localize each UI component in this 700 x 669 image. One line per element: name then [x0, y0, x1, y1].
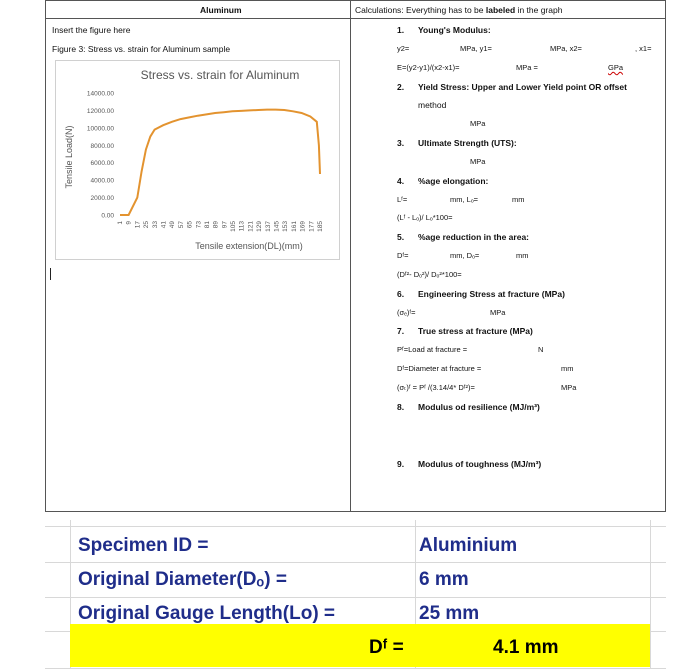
- x-tick-label: 89: [212, 221, 220, 229]
- s7-title: True stress at fracture (MPa): [418, 326, 533, 336]
- df-diam-label: Dᶠ=Diameter at fracture =: [397, 364, 482, 373]
- s3-title: Ultimate Strength (UTS):: [418, 138, 517, 148]
- mpa-x2-label: MPa, x2=: [550, 44, 582, 53]
- figure-caption[interactable]: Figure 3: Stress vs. strain for Aluminum sample: [52, 44, 231, 54]
- s2-title: Yield Stress: Upper and Lower Yield point OR offset: [418, 82, 627, 92]
- s5-num: 5.: [397, 232, 405, 242]
- s8-title: Modulus od resilience (MJ/m³): [418, 402, 540, 412]
- x-tick-label: 105: [230, 221, 238, 232]
- s3-mpa: MPa: [470, 157, 486, 166]
- x-tick-label: 41: [160, 221, 168, 229]
- x-tick-label: 153: [282, 221, 290, 232]
- x-tick-label: 113: [238, 221, 246, 232]
- grid-row-line: [45, 597, 666, 598]
- grid-row-line: [45, 562, 666, 563]
- grid-row-line: [45, 526, 666, 527]
- y-tick-label: 4000.00: [90, 177, 114, 185]
- y-tick-label: 6000.00: [90, 160, 114, 168]
- s7-mpa: MPa: [561, 383, 577, 392]
- s2-mpa: MPa: [470, 119, 486, 128]
- area-formula: (Dᶠ²- Dₒ²)/ Dₒ²*100=: [397, 270, 462, 279]
- sigma-e-label: (σₑ)ᶠ=: [397, 308, 416, 317]
- s2-method: method: [418, 100, 447, 110]
- x-tick-label: 177: [308, 221, 316, 232]
- x-tick-label: 57: [177, 221, 185, 229]
- s1-title: Young's Modulus:: [418, 25, 491, 35]
- x-tick-label: 137: [264, 221, 272, 232]
- n-unit: N: [538, 345, 544, 354]
- specimen-id-value[interactable]: Aluminium: [419, 535, 518, 556]
- original-diameter-label[interactable]: Original Diameter(Dₒ) =: [78, 569, 287, 590]
- chart-xlabel: Tensile extension(DL)(mm): [195, 241, 303, 251]
- mm-b-label: mm: [516, 251, 529, 260]
- y-tick-label: 10000.00: [86, 125, 114, 133]
- s5-title: %age reduction in the area:: [418, 232, 529, 242]
- true-formula: (σₜ)ᶠ = Pᶠ /(3.14/4* Dᶠ²)=: [397, 383, 475, 392]
- x-tick-label: 33: [151, 221, 159, 229]
- specimen-id-label[interactable]: Specimen ID =: [78, 535, 209, 556]
- x1-label: , x1=: [635, 44, 652, 53]
- s7-num: 7.: [397, 326, 405, 336]
- x-tick-label: 49: [169, 221, 177, 229]
- y-tick-label: 14000.00: [86, 90, 114, 98]
- x-tick-label: 25: [143, 221, 151, 229]
- insert-figure-text[interactable]: Insert the figure here: [52, 25, 131, 35]
- left-header: Aluminum: [200, 5, 242, 15]
- chart-ylabel: Tensile Load(N): [64, 125, 74, 189]
- chart-title: Stress vs. strain for Aluminum: [140, 68, 300, 82]
- df-label[interactable]: Dᶠ =: [369, 637, 404, 658]
- gauge-length-label[interactable]: Original Gauge Length(Lo) =: [78, 603, 336, 624]
- x-tick-label: 129: [256, 221, 264, 232]
- x-tick-label: 1: [117, 221, 124, 225]
- pf-label: Pᶠ=Load at fracture =: [397, 345, 468, 354]
- s4-num: 4.: [397, 176, 405, 186]
- s2-num: 2.: [397, 82, 405, 92]
- s9-num: 9.: [397, 459, 405, 469]
- y2-label: y2=: [397, 44, 410, 53]
- x-tick-label: 161: [290, 221, 298, 232]
- mm-do-label: mm, Dₒ=: [450, 251, 480, 260]
- x-tick-label: 65: [186, 221, 194, 229]
- calc-header: Calculations: Everything has to be labeled in the graph: [355, 5, 563, 15]
- text-cursor: [50, 268, 51, 280]
- mm-lo-label: mm, Lₒ=: [450, 195, 479, 204]
- series-line: [120, 110, 320, 215]
- gauge-length-value[interactable]: 25 mm: [419, 603, 480, 624]
- x-tick-label: 17: [134, 221, 142, 229]
- table-column-divider: [350, 0, 351, 512]
- df-highlight-cell[interactable]: [70, 624, 650, 667]
- mpa-y1-label: MPa, y1=: [460, 44, 492, 53]
- mm-a-label: mm: [512, 195, 525, 204]
- y-tick-label: 12000.00: [86, 107, 114, 115]
- stress-strain-chart: [55, 60, 340, 260]
- y-tick-label: 8000.00: [90, 142, 114, 150]
- df-value[interactable]: 4.1 mm: [493, 637, 559, 658]
- df-label: Dᶠ=: [397, 251, 409, 260]
- lf-label: Lᶠ=: [397, 195, 408, 204]
- s9-title: Modulus of toughness (MJ/m³): [418, 459, 542, 469]
- original-diameter-value[interactable]: 6 mm: [419, 569, 469, 590]
- s6-mpa: MPa: [490, 308, 506, 317]
- x-tick-label: 169: [299, 221, 307, 232]
- table-header-divider: [45, 18, 666, 19]
- x-tick-label: 73: [195, 221, 203, 229]
- x-tick-label: 97: [221, 221, 229, 229]
- s4-title: %age elongation:: [418, 176, 489, 186]
- s3-num: 3.: [397, 138, 405, 148]
- s1-num: 1.: [397, 25, 405, 35]
- spreadsheet-snippet: [45, 520, 666, 669]
- s8-num: 8.: [397, 402, 405, 412]
- grid-col-line: [650, 520, 651, 669]
- elong-formula: (Lᶠ - Lₒ)/ Lₒ*100=: [397, 213, 453, 222]
- y-tick-label: 2000.00: [90, 195, 114, 203]
- x-tick-label: 81: [203, 221, 211, 229]
- s6-title: Engineering Stress at fracture (MPa): [418, 289, 565, 299]
- x-tick-label: 9: [125, 221, 133, 225]
- gpa-label: GPa: [608, 63, 624, 72]
- mpa-eq-label: MPa =: [516, 63, 538, 72]
- s6-num: 6.: [397, 289, 405, 299]
- x-tick-label: 145: [273, 221, 281, 232]
- x-tick-label: 121: [247, 221, 255, 232]
- y-tick-label: 0.00: [101, 212, 114, 220]
- e-formula: E=(y2-y1)/(x2-x1)=: [397, 63, 460, 72]
- x-tick-label: 185: [317, 221, 324, 232]
- s7-mm: mm: [561, 364, 574, 373]
